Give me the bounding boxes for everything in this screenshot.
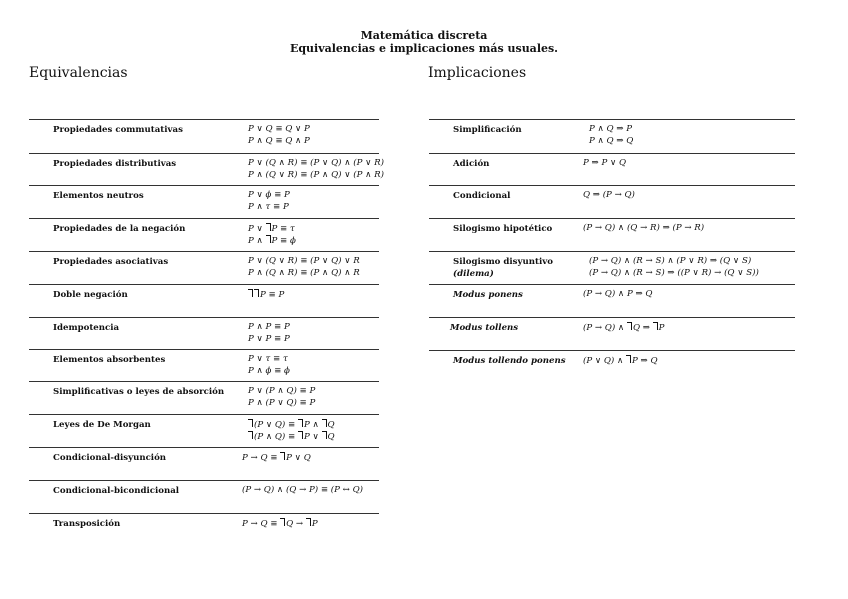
formula: P → Q ≡ Q → P bbox=[242, 519, 318, 529]
table-row bbox=[29, 414, 379, 447]
row-label: Propiedades asociativas bbox=[53, 257, 169, 267]
table-row bbox=[429, 251, 795, 284]
table-row bbox=[29, 381, 379, 414]
row-label: Propiedades distributivas bbox=[53, 159, 177, 169]
formula: P ∧ P ≡ ϕ bbox=[248, 236, 296, 246]
table-row bbox=[29, 480, 379, 513]
formula: P ∧ Q ≡ Q ∧ P bbox=[248, 136, 310, 146]
row-label: Condicional-disyunción bbox=[53, 453, 167, 463]
row-label: Simplificativas o leyes de absorción bbox=[53, 387, 225, 397]
formula: (P ∨ Q) ∧ P ⇒ Q bbox=[583, 356, 658, 366]
formula: P ⇒ P ∨ Q bbox=[583, 158, 627, 168]
negation-symbol bbox=[248, 431, 253, 439]
table-row bbox=[29, 119, 379, 153]
row-label: Elementos absorbentes bbox=[53, 355, 166, 365]
formula: P ≡ P bbox=[248, 289, 284, 301]
formula: P ∨ (P ∧ Q) ≡ P bbox=[248, 386, 316, 396]
row-label: Modus ponens bbox=[453, 290, 523, 300]
table-row bbox=[429, 284, 795, 317]
negation-symbol bbox=[298, 431, 303, 439]
table-row bbox=[29, 153, 384, 185]
row-label: Condicional bbox=[453, 191, 511, 201]
negation-symbol bbox=[280, 452, 285, 460]
formula: (P → Q) ∧ (R → S) ∧ (P ∨ R) ⇒ (Q ∨ S) bbox=[589, 256, 752, 266]
table-row bbox=[429, 119, 795, 153]
row-label: Doble negación bbox=[53, 290, 128, 300]
row-label: Modus tollendo ponens bbox=[453, 356, 566, 366]
table-row bbox=[29, 349, 379, 381]
formula: P ∨ ϕ ≡ P bbox=[248, 190, 290, 200]
formula: (P → Q) ∧ (Q → P) ≡ (P ↔ Q) bbox=[242, 485, 364, 495]
formula: P ∨ (Q ∧ R) ≡ (P ∨ Q) ∧ (P ∨ R) bbox=[248, 158, 384, 168]
table-row bbox=[429, 317, 795, 350]
table-row bbox=[29, 317, 379, 349]
formula: P ∨ Q ≡ Q ∨ P bbox=[248, 124, 310, 134]
negation-symbol bbox=[322, 419, 327, 427]
equivalences-heading: Equivalencias bbox=[29, 65, 128, 81]
negation-symbol bbox=[266, 223, 271, 231]
formula: (P → Q) ∧ P ⇒ Q bbox=[583, 289, 653, 299]
table-row bbox=[29, 447, 379, 480]
formula: P ∧ (Q ∨ R) ≡ (P ∧ Q) ∨ (P ∧ R) bbox=[248, 170, 384, 180]
row-label: Elementos neutros bbox=[53, 191, 144, 201]
table-row bbox=[29, 284, 379, 317]
row-label: Transposición bbox=[53, 519, 121, 529]
negation-symbol bbox=[248, 289, 253, 297]
equivalences-table bbox=[29, 119, 384, 537]
formula: P ∧ τ ≡ P bbox=[248, 202, 289, 212]
formula: P ∨ (Q ∨ R) ≡ (P ∨ Q) ∨ R bbox=[248, 256, 360, 266]
formula: (P ∨ Q) ≡ P ∧ Q bbox=[248, 419, 335, 431]
formula: (P → Q) ∧ (R → S) ⇒ ((P ∨ R) → (Q ∨ S)) bbox=[589, 268, 759, 278]
formula: P ∧ P ≡ P bbox=[248, 322, 290, 332]
formula: P ∧ Q ⇒ Q bbox=[589, 136, 634, 146]
formula: P ∨ P ≡ τ bbox=[248, 224, 295, 234]
table-row bbox=[429, 153, 795, 185]
negation-symbol bbox=[306, 518, 311, 526]
table-row bbox=[429, 185, 795, 218]
page-subtitle: Equivalencias e implicaciones más usuales. bbox=[289, 42, 559, 55]
row-label: Propiedades de la negación bbox=[53, 224, 186, 234]
row-label: Adición bbox=[453, 159, 490, 169]
row-label: Simplificación bbox=[453, 125, 522, 135]
row-label: Silogismo disyuntivo (dilema) bbox=[453, 257, 553, 279]
table-row bbox=[29, 185, 379, 218]
negation-symbol bbox=[266, 235, 271, 243]
formula: P ∨ P ≡ P bbox=[248, 334, 290, 344]
formula: P ∧ Q ⇒ P bbox=[589, 124, 633, 134]
formula: P ∨ τ ≡ τ bbox=[248, 354, 288, 364]
page-title: Matemática discreta bbox=[360, 29, 488, 42]
negation-symbol bbox=[627, 322, 632, 330]
implications-heading: Implicaciones bbox=[428, 65, 527, 81]
row-label: Condicional-bicondicional bbox=[53, 486, 180, 496]
formula: (P → Q) ∧ Q ⇒ P bbox=[583, 323, 665, 333]
negation-symbol bbox=[280, 518, 285, 526]
negation-symbol bbox=[248, 419, 253, 427]
negation-symbol bbox=[626, 355, 631, 363]
formula: Q ⇒ (P → Q) bbox=[583, 190, 635, 200]
row-label: Idempotencia bbox=[53, 323, 120, 333]
table-row bbox=[29, 251, 379, 284]
table-row bbox=[429, 350, 795, 374]
formula: P ∧ (Q ∧ R) ≡ (P ∧ Q) ∧ R bbox=[248, 268, 360, 278]
row-label: Modus tollens bbox=[450, 323, 519, 333]
table-row bbox=[29, 513, 379, 537]
negation-symbol bbox=[298, 419, 303, 427]
negation-symbol bbox=[254, 289, 259, 297]
formula: (P → Q) ∧ (Q → R) ⇒ (P → R) bbox=[583, 223, 705, 233]
row-label: Leyes de De Morgan bbox=[53, 420, 151, 430]
formula: (P ∧ Q) ≡ P ∨ Q bbox=[248, 431, 335, 443]
formula: P → Q ≡ P ∨ Q bbox=[242, 453, 311, 463]
table-row bbox=[29, 218, 379, 251]
formula: P ∧ ϕ ≡ ϕ bbox=[248, 366, 290, 376]
table-row bbox=[429, 218, 795, 251]
negation-symbol bbox=[653, 322, 658, 330]
negation-symbol bbox=[322, 431, 327, 439]
formula: P ∧ (P ∨ Q) ≡ P bbox=[248, 398, 316, 408]
row-label: Propiedades commutativas bbox=[53, 125, 183, 135]
row-label: Silogismo hipotético bbox=[453, 224, 553, 234]
implications-table bbox=[429, 119, 795, 374]
